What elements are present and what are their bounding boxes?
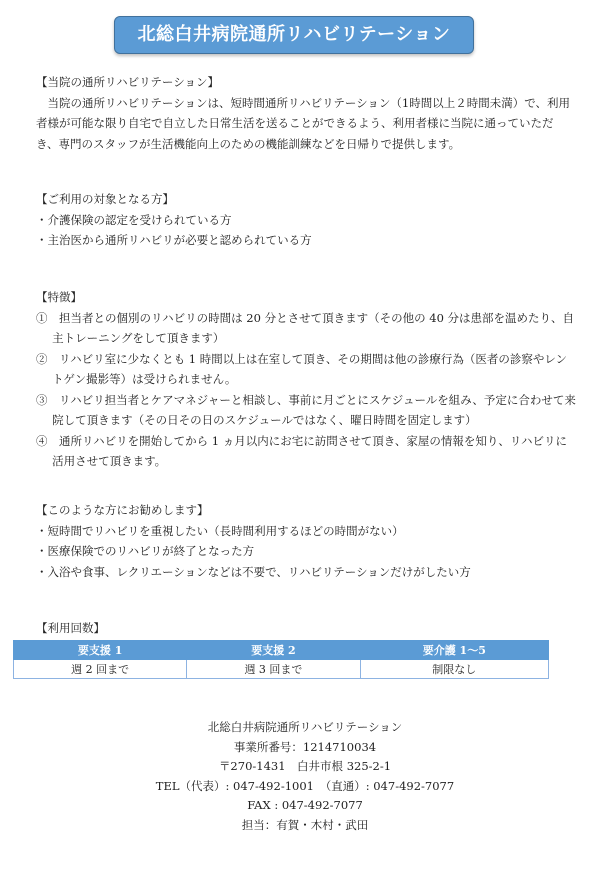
footer-tel: TEL（代表）: 047-492-1001 （直通）: 047-492-7077 xyxy=(155,778,455,793)
footer-address: 〒270-1431 白井市根 325-2-1 xyxy=(218,759,392,773)
list-item: ・入浴や食事、レクリエーションなどは不要で、リハビリテーションだけがしたい方 xyxy=(36,564,471,579)
recommend-section xyxy=(36,500,576,582)
footer-office-no: 事業所番号：1214710034 xyxy=(233,739,377,754)
table-cell: 週 3 回まで xyxy=(187,660,360,679)
usage-label: 【利用回数】 xyxy=(36,621,105,635)
target-heading: 【ご利用の対象となる方】 xyxy=(36,192,174,206)
list-item: ② リハビリ室に少なくとも 1 時間以上は在室して頂き、その期間は他の診療行為（医者の診察やレントゲン撮影等）は受けられません。 xyxy=(36,351,568,386)
table-header-row xyxy=(14,641,549,660)
usage-table xyxy=(13,640,549,679)
list-item: ・主治医から通所リハビリが必要と認められている方 xyxy=(36,233,312,247)
features-heading: 【特徴】 xyxy=(36,290,82,304)
table-row xyxy=(14,660,549,679)
table-cell: 制限なし xyxy=(360,660,548,679)
about-section xyxy=(36,72,576,154)
list-item: ・医療保険でのリハビリが終了となった方 xyxy=(36,544,255,558)
list-item: ③ リハビリ担当者とケアマネジャーと相談し、事前に月ごとにスケジュールを組み、予定に合わせて来院して頂きます（その日その日のスケジュールではなく、曜日時間を固定します） xyxy=(36,392,576,427)
footer-staff: 担当：有賀・木村・武田 xyxy=(241,817,369,832)
target-section xyxy=(36,189,576,251)
contact-footer xyxy=(0,718,610,835)
about-heading: 【当院の通所リハビリテーション】 xyxy=(36,75,219,89)
table-header: 要支援 2 xyxy=(187,641,360,660)
list-item: ・介護保険の認定を受けられている方 xyxy=(36,212,232,227)
footer-fax: FAX : 047-492-7077 xyxy=(247,798,363,812)
table-header: 要介護 1～5 xyxy=(360,641,548,660)
list-item: ④ 通所リハビリを開始してから 1 ヵ月以内にお宅に訪問させて頂き、家屋の情報を知り、リハビリに活用させて頂きます。 xyxy=(36,433,567,468)
table-header: 要支援 1 xyxy=(14,641,187,660)
page-title: 北総白井病院通所リハビリテーション xyxy=(114,16,474,54)
list-item: ① 担当者との個別のリハビリの時間は 20 分とさせて頂きます（その他の 40 分は患部を温めたり、自主トレーニングをして頂きます） xyxy=(36,310,575,345)
list-item: ・短時間でリハビリを重視したい（長時間利用するほどの時間がない） xyxy=(36,523,404,538)
recommend-heading: 【このような方にお勧めします】 xyxy=(36,503,209,517)
table-cell: 週 2 回まで xyxy=(14,660,187,679)
about-body: 当院の通所リハビリテーションは、短時間通所リハビリテーション（1時間以上２時間未満）で、利用者様が可能な限り自宅で自立した日常生活を送ることができるよう、利用者様に当院に通っていただき、専門のスタッフが生活機能向上のための機能訓練などを日帰りで提供します。 xyxy=(36,95,571,151)
footer-name: 北総白井病院通所リハビリテーション xyxy=(207,720,403,734)
features-section xyxy=(36,287,576,472)
